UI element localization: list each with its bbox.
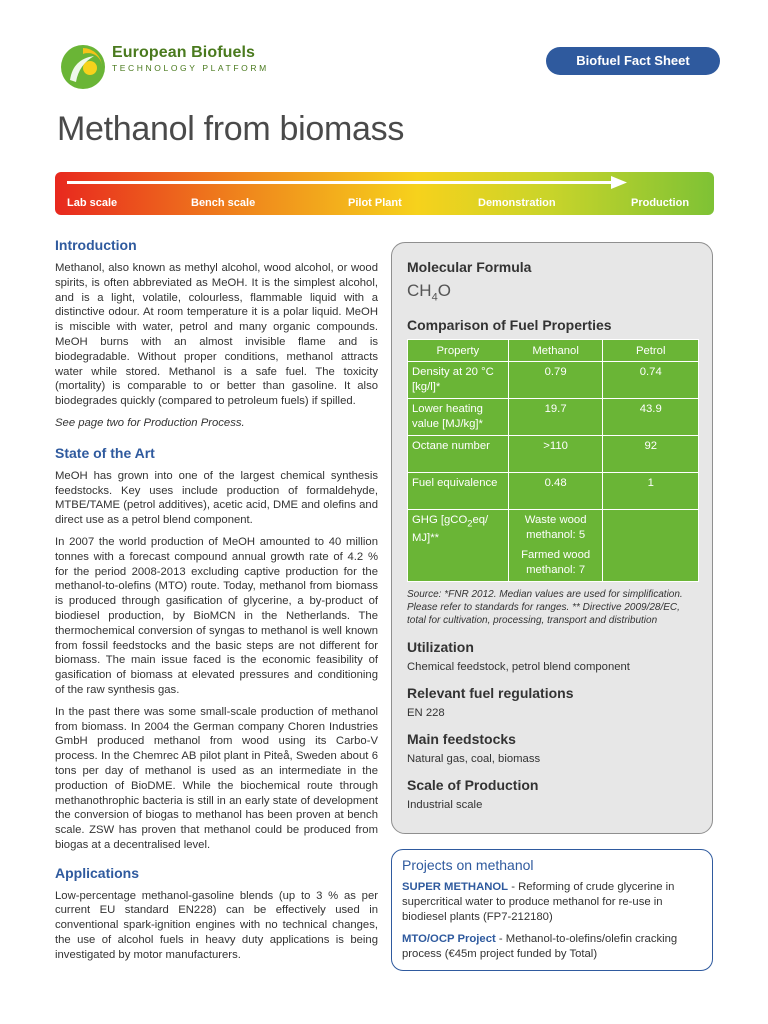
formula-subscript: 4 [431,291,438,304]
utilization-heading: Utilization [407,639,474,656]
table-cell: Fuel equivalence [408,473,509,510]
regulations-heading: Relevant fuel regulations [407,685,574,702]
projects-box [391,849,713,971]
fuel-properties-table [407,339,699,582]
table-cell: Lower heating value [MJ/kg]* [408,399,509,436]
table-cell-ghg-label [408,510,509,582]
table-row [408,399,699,436]
project-description: - Methanol-to-olefins/olefin cracking process (€45m project funded by Total) [402,933,678,960]
table-cell: 1 [603,473,699,510]
state-paragraph-2: In 2007 the world production of MeOH amounted to 40 million tonnes with a forecast compound annual growth rate of 4.2 % for the period 2008-2013 excluding captive production for the methanol-to-olefins (MTO) route. Today, methanol from biomass is produced through gasification of glycerine, a by-product of biodiesel production, by BioMCN in the Netherlands. The thermochemical conversion of syngas to methanol is well known from fossil feedstocks and the basic steps are not different for biomass. The main issue faced is the economic feasibility of gasification of biomass at elevated pressures and conditioning of the raw synthesis gas. [55,535,378,696]
production-scale-heading: Scale of Production [407,777,539,794]
table-cell: 0.74 [603,362,699,399]
table-row [408,473,699,510]
table-cell-ghg-values [508,510,603,582]
formula-main: CH [407,281,432,300]
formula-end: O [437,281,451,300]
feedstocks-section [407,731,699,765]
state-paragraph-3: In the past there was some small-scale production of methanol from biomass. In 2004 the German company Choren Industries GmbH produced methanol from wood using its Carbo-V process. In the Chemrec AB pilot plant in Piteå, Sweden about 6 tons per day of methanol is used as an intermediate in the production of BioDME. While the biochemical route through methanothrophic bacteria is still in an early state of development the conversion of biogas to methanol has been proven at bench scale. ZSW has proven that methanol could be produced from biogas at a decentralised level. [55,705,378,851]
table-header: Petrol [603,340,699,362]
left-column [55,237,378,970]
production-scale-text: Industrial scale [407,799,483,812]
table-row [408,362,699,399]
molecular-formula [407,281,699,303]
project-name: MTO/OCP Project [402,933,496,945]
table-header-row [408,340,699,362]
state-of-art-heading: State of the Art [55,444,155,461]
regulations-section [407,685,699,719]
table-row-ghg [408,510,699,582]
ghg-label-part: eq/ MJ]** [412,514,489,545]
table-cell [603,510,699,582]
applications-paragraph: Low-percentage methanol-gasoline blends (up to 3 % as per current EU standard EN228) can be effectively used in conventional spark-ignition engines with no technical changes, the use of alcohol fuels in heavy duty applications is being investigated by motor manufacturers. [55,889,378,961]
introduction-heading: Introduction [55,237,137,253]
ghg-label-subscript: 2 [467,517,473,529]
comparison-heading: Comparison of Fuel Properties [407,317,612,334]
projects-heading: Projects on methanol [402,857,534,873]
table-cell: 19.7 [508,399,603,436]
scale-labels [55,197,714,211]
ghg-label-part: GHG [gCO [412,514,468,527]
utilization-section [407,639,699,673]
utilization-text: Chemical feedstock, petrol blend component [407,661,630,674]
brand-name: European Biofuels [112,44,256,61]
page-title: Methanol from biomass [57,110,405,148]
fact-box [391,242,713,834]
scale-label-production: Production [631,197,690,209]
table-cell: 0.48 [508,473,603,510]
project-name: SUPER METHANOL [402,881,509,893]
introduction-section [55,237,378,431]
table-cell: 0.79 [508,362,603,399]
scale-label-demonstration: Demonstration [478,197,556,209]
production-process-note: See page two for Production Process. [55,416,245,429]
biofuels-logo-icon [60,44,106,90]
ghg-farmed-wood: Farmed wood methanol: 7 [521,549,591,576]
table-cell: 92 [603,436,699,473]
production-scale-section [407,777,699,811]
regulations-text: EN 228 [407,707,445,720]
state-of-art-section [55,445,378,853]
project-item [402,880,698,925]
scale-label-lab: Lab scale [67,197,118,209]
state-paragraph-1: MeOH has grown into one of the largest chemical synthesis feedstocks. Key uses include production of formaldehyde, MTBE/TAME (petrol additives), acetic acid, DME and olefins and direct use as a petrol blend component. [55,469,378,527]
fact-sheet-badge: Biofuel Fact Sheet [546,47,720,75]
brand [112,44,269,73]
arrow-right-icon [67,176,627,190]
header [60,38,720,98]
scale-label-bench: Bench scale [191,197,256,209]
project-item [402,932,698,962]
ghg-waste-wood: Waste wood methanol: 5 [524,514,587,541]
scale-label-pilot: Pilot Plant [348,197,402,209]
molecular-formula-heading: Molecular Formula [407,259,532,275]
feedstocks-heading: Main feedstocks [407,731,516,748]
applications-section [55,865,378,963]
table-header: Methanol [508,340,603,362]
table-source-note: Source: *FNR 2012. Median values are used for simplification. Please refer to standards for ranges. ** Directive 2009/28/EC, total for cultivation, processing, transport and distribution [407,589,683,627]
table-cell: Octane number [408,436,509,473]
introduction-paragraph: Methanol, also known as methyl alcohol, wood alcohol, or wood spirits, is often abbreviated as MeOH. It is the simplest alcohol, and is a light, volatile, colourless, flammable liquid with a distinctive odour. At room temperature it is a polar liquid. MeOH is miscible with water, petrol and many organic compounds. MeOH burns with an almost invisible flame and is biodegradable. Without proper conditions, methanol attracts water while stored. Methanol is a safe fuel. The toxicity (mortality) is comparable to or better than gasoline. It also biodegrades quickly (compared to petroleum fuels) if spilled. [55,262,378,408]
project-description: - Reforming of crude glycerine in supercritical water to produce methanol for re-use in biodiesel plants (FP7-212180) [402,881,675,923]
table-header: Property [408,340,509,362]
feedstocks-text: Natural gas, coal, biomass [407,753,541,766]
fact-box-content [407,259,699,823]
table-cell: 43.9 [603,399,699,436]
brand-subtitle: TECHNOLOGY PLATFORM [112,63,269,73]
table-row [408,436,699,473]
table-cell: >110 [508,436,603,473]
table-cell: Density at 20 °C [kg/l]* [408,362,509,399]
applications-heading: Applications [55,864,140,881]
